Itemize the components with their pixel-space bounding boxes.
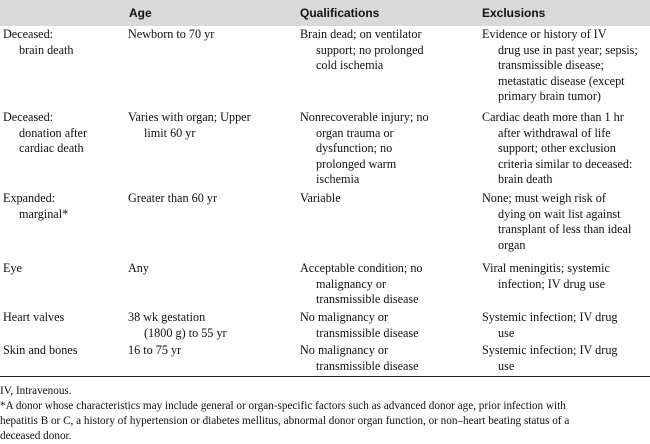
cell-line: Nonrecoverable injury; no: [300, 110, 429, 124]
cell-line: Any: [128, 261, 149, 275]
cell-line: 38 wk gestation: [128, 310, 206, 324]
cell-age: [128, 27, 214, 43]
cell-line: transmissible disease;: [498, 58, 604, 73]
cell-line: brain death: [498, 172, 553, 187]
cell-line: Systemic infection; IV drug: [482, 343, 618, 357]
cell-line: drug use in past year; sepsis;: [498, 42, 638, 57]
header-age: Age: [129, 6, 152, 20]
cell-line: organ trauma or: [316, 125, 394, 140]
footnotes: [0, 384, 650, 444]
cell-line: Acceptable condition; no: [300, 261, 423, 275]
cell-line: cold ischemia: [316, 58, 384, 73]
cell-line: Newborn to 70 yr: [128, 27, 215, 41]
cell-line: (1800 g) to 55 yr: [144, 325, 227, 340]
cell-qualifications: [300, 110, 429, 188]
cell-line: transmissible disease: [316, 358, 419, 373]
cell-line: Deceased:: [3, 110, 54, 124]
cell-line: primary brain tumor): [498, 89, 601, 104]
cell-qualifications: [300, 310, 419, 341]
cell-line: brain death: [19, 42, 74, 57]
cell-line: Eye: [3, 261, 22, 275]
header-qualifications: Qualifications: [300, 6, 380, 20]
cell-line: transmissible disease: [316, 325, 419, 340]
cell-line: dying on wait list against: [498, 206, 621, 221]
cell-type: [3, 27, 73, 58]
cell-line: support; no prolonged: [316, 42, 424, 57]
cell-line: Greater than 60 yr: [128, 191, 217, 205]
cell-line: use: [498, 325, 515, 340]
cell-line: None; must weigh risk of: [482, 191, 606, 205]
cell-exclusions: [482, 261, 610, 292]
cell-line: criteria similar to deceased:: [498, 156, 633, 171]
table-header: [0, 0, 650, 26]
cell-type: [3, 343, 77, 359]
cell-line: Cardiac death more than 1 hr: [482, 110, 624, 124]
footnote-star-cont: hepatitis B or C, a history of hypertension or diabetes mellitus, abnormal donor organ function, or non–heart beating status of a: [0, 415, 570, 427]
cell-line: 16 to 75 yr: [128, 343, 182, 357]
cell-line: No malignancy or: [300, 310, 388, 324]
cell-exclusions: [482, 343, 618, 374]
cell-qualifications: [300, 343, 419, 374]
cell-line: ischemia: [316, 172, 360, 187]
cell-qualifications: [300, 27, 424, 74]
cell-line: Expanded:: [3, 191, 56, 205]
cell-line: after withdrawal of life: [498, 125, 611, 140]
cell-age: [128, 261, 149, 277]
cell-line: prolonged warm: [316, 156, 397, 171]
cell-exclusions: [482, 191, 631, 253]
table-bottom-rule: [0, 376, 650, 377]
cell-age: [128, 191, 217, 207]
cell-exclusions: [482, 110, 632, 188]
cell-line: transmissible disease: [316, 292, 419, 307]
cell-line: Heart valves: [3, 310, 65, 324]
footnote-abbrev: IV, Intravenous.: [0, 385, 72, 397]
cell-age: [128, 310, 227, 341]
cell-line: marginal*: [19, 206, 69, 221]
cell-line: infection; IV drug use: [498, 276, 606, 291]
cell-age: [128, 343, 181, 359]
cell-type: [3, 310, 64, 326]
cell-line: use: [498, 358, 515, 373]
cell-line: dysfunction; no: [316, 141, 393, 156]
cell-line: malignancy or: [316, 276, 387, 291]
cell-exclusions: [482, 310, 618, 341]
cell-line: Evidence or history of IV: [482, 27, 607, 41]
cell-line: Systemic infection; IV drug: [482, 310, 618, 324]
cell-line: support; other exclusion: [498, 141, 616, 156]
cell-type: [3, 261, 22, 277]
cell-line: Skin and bones: [3, 343, 78, 357]
cell-line: donation after: [19, 125, 88, 140]
cell-line: Varies with organ; Upper: [128, 110, 251, 124]
cell-type: [3, 110, 87, 157]
cell-age: [128, 110, 251, 141]
cell-line: No malignancy or: [300, 343, 388, 357]
cell-type: [3, 191, 68, 222]
cell-line: Variable: [300, 191, 341, 205]
cell-line: metastatic disease (except: [498, 73, 625, 88]
cell-line: Viral meningitis; systemic: [482, 261, 610, 275]
cell-qualifications: [300, 191, 341, 207]
cell-line: Brain dead; on ventilator: [300, 27, 422, 41]
cell-qualifications: [300, 261, 423, 308]
footnote-star: *A donor whose characteristics may include general or organ-specific factors such as advanced donor age, prior infection with: [0, 400, 566, 412]
cell-line: limit 60 yr: [144, 125, 196, 140]
footnote-star-cont: deceased donor.: [0, 430, 72, 442]
cell-line: organ: [498, 237, 526, 252]
cell-line: Deceased:: [3, 27, 54, 41]
cell-exclusions: [482, 27, 638, 105]
cell-line: transplant of less than ideal: [498, 222, 632, 237]
header-exclusions: Exclusions: [482, 6, 546, 20]
cell-line: cardiac death: [19, 141, 84, 156]
